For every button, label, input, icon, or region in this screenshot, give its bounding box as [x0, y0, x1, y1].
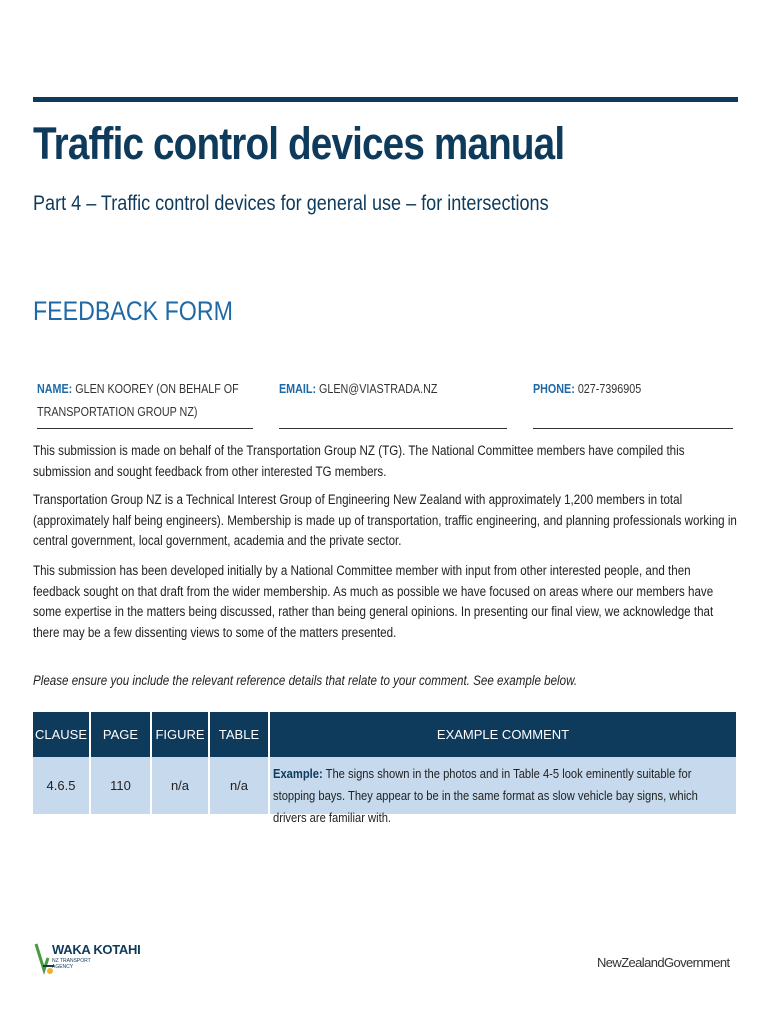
column-divider [150, 712, 152, 814]
email-label: EMAIL: [279, 382, 317, 396]
comment-label: Example: [273, 766, 323, 781]
email-field [279, 378, 507, 429]
page-subtitle: Part 4 – Traffic control devices for general use – for intersections [33, 192, 549, 215]
name-label: NAME: [37, 382, 73, 396]
nz-government-logo: NewZealandGovernment [597, 955, 730, 970]
header-figure: FIGURE [155, 727, 205, 742]
cell-page: 110 [110, 778, 131, 793]
page-title: Traffic control devices manual [33, 118, 565, 169]
header-clause: CLAUSE [34, 727, 88, 742]
process-paragraph: This submission has been developed initially by a National Committee member with input from other interested people, and then feedback sought on that draft from the wider membership. As much as possible we have focused on areas where our members have some expertise in the matters being discussed, rather than being general opinions. In presenting our final view, we acknowledge that there may be a few dissenting views to some of the matters presented. [33, 563, 714, 640]
intro-paragraph: This submission is made on behalf of the Transportation Group NZ (TG). The National Committee members have compiled this submission and sought feedback from other interested TG members. [33, 443, 685, 479]
cell-comment [270, 757, 736, 825]
instruction-text: Please ensure you include the relevant reference details that relate to your comment. See example below. [33, 673, 578, 688]
phone-label: PHONE: [533, 382, 575, 396]
phone-field [533, 378, 733, 429]
header-page: PAGE [102, 727, 139, 742]
membership-paragraph: Transportation Group NZ is a Technical Interest Group of Engineering New Zealand with approximately 1,200 members in total (approximately half being engineers). Membership is made up of transportation, traffic engineering, and planning professionals working in central government, local government, academia and the private sector. [33, 492, 737, 548]
column-divider [208, 712, 210, 814]
cell-table: n/a [229, 778, 249, 793]
column-divider [268, 712, 270, 814]
cell-figure: n/a [170, 778, 190, 793]
column-divider [89, 712, 91, 814]
top-rule [33, 97, 738, 102]
name-field [37, 378, 253, 429]
agency-logo-name: WAKA KOTAHI [52, 942, 141, 957]
cell-clause: 4.6.5 [46, 778, 76, 793]
email-value: GLEN@VIASTRADA.NZ [319, 382, 438, 396]
example-table [33, 712, 736, 825]
feedback-form-heading: FEEDBACK FORM [33, 296, 233, 326]
comment-text: The signs shown in the photos and in Table 4-5 look eminently suitable for stopping bays. They appear to be in the same format as slow vehicle bay signs, which drivers are familiar with. [273, 766, 698, 825]
header-table: TABLE [218, 727, 260, 742]
header-example-comment: EXAMPLE COMMENT [436, 727, 570, 742]
phone-value: 027-7396905 [577, 382, 642, 396]
name-value-line2: TRANSPORTATION GROUP NZ) [37, 405, 198, 419]
agency-logo-sub: NZ TRANSPORT AGENCY [52, 958, 91, 970]
name-value: GLEN KOOREY (ON BEHALF OF [75, 382, 239, 396]
waka-kotahi-logo [34, 940, 141, 980]
